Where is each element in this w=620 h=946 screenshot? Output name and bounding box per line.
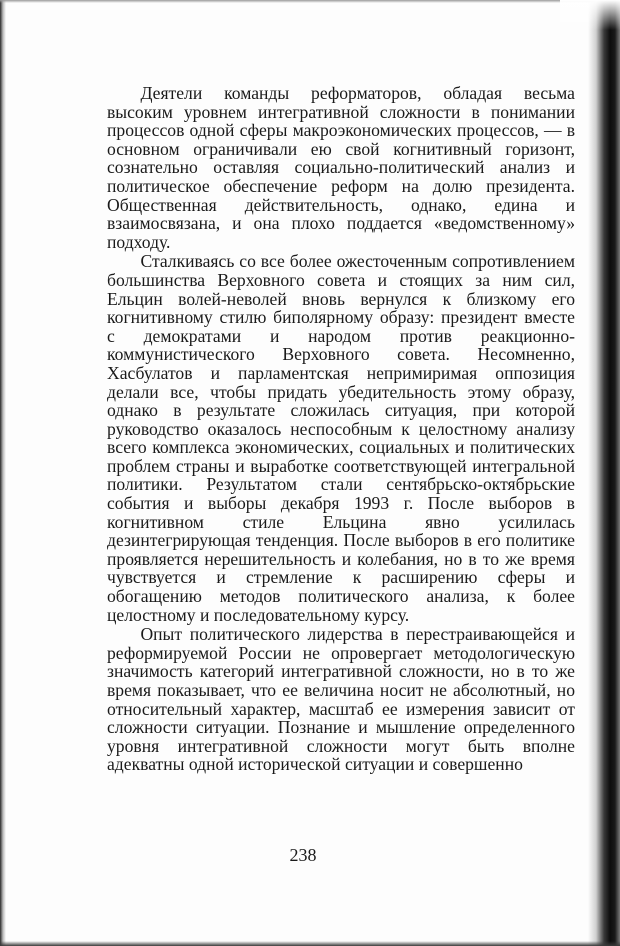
body-text: [107, 84, 575, 774]
spine-top-fade: [560, 0, 620, 30]
scan-bottom-edge: [0, 941, 620, 946]
paragraph-3: Опыт политического лидерства в перестраивающейся и реформируемой России не опровергает методологическую значимость категорий интегративной сложности, но в то же время показывает, что ее величина носит не абсолютный, но относительный характер, масштаб ее измерения зависит от сложности ситуации. Познание и мышление определенного уровня интегративной сложности могут быть вполне адекватны одной исторической ситуации и совершенно: [107, 624, 575, 775]
book-spine-shadow: [588, 0, 620, 946]
paragraph-2: Сталкиваясь со все более ожесточенным сопротивлением большинства Верховного совета и стоящих за ним сил, Ельцин волей-неволей вновь вернулся к близкому его когнитивному стилю биполярному образу: президент вместе с демократами и народом против реакционно-коммунистического Верховного совета. Несомненно, Хасбулатов и парламентская непримиримая оппозиция делали все, чтобы придать убедительность этому образу, однако в результате сложилась ситуация, при которой руководство оказалось неспособным к целостному анализу всего комплекса экономических, социальных и политических проблем страны и выработке соответствующей интегральной политики. Результатом стали сентябрьско-октябрьские события и выборы декабря 1993 г. После выборов в когнитивном стиле Ельцина явно усилилась дезинтегрирующая тенденция. После выборов в его политике проявляется нерешительность и колебания, но в то же время чувствуется и стремление к расширению сферы и обогащению методов политического анализа, к более целостному и последовательному курсу.: [107, 251, 575, 625]
scan-top-edge: [0, 0, 600, 3]
scan-left-edge: [0, 0, 6, 946]
paragraph-1: Деятели команды реформаторов, обладая весьма высоким уровнем интегративной сложности в понимании процессов одной сферы макроэкономических процессов, — в основном ограничивали ею свой когнитивный горизонт, сознательно оставляя социально-политический анализ и политическое обеспечение реформ на долю президента. Общественная действительность, однако, едина и взаимосвязана, и она плохо поддается «ведомственному» подходу.: [107, 83, 575, 252]
page-number: 238: [289, 845, 317, 865]
